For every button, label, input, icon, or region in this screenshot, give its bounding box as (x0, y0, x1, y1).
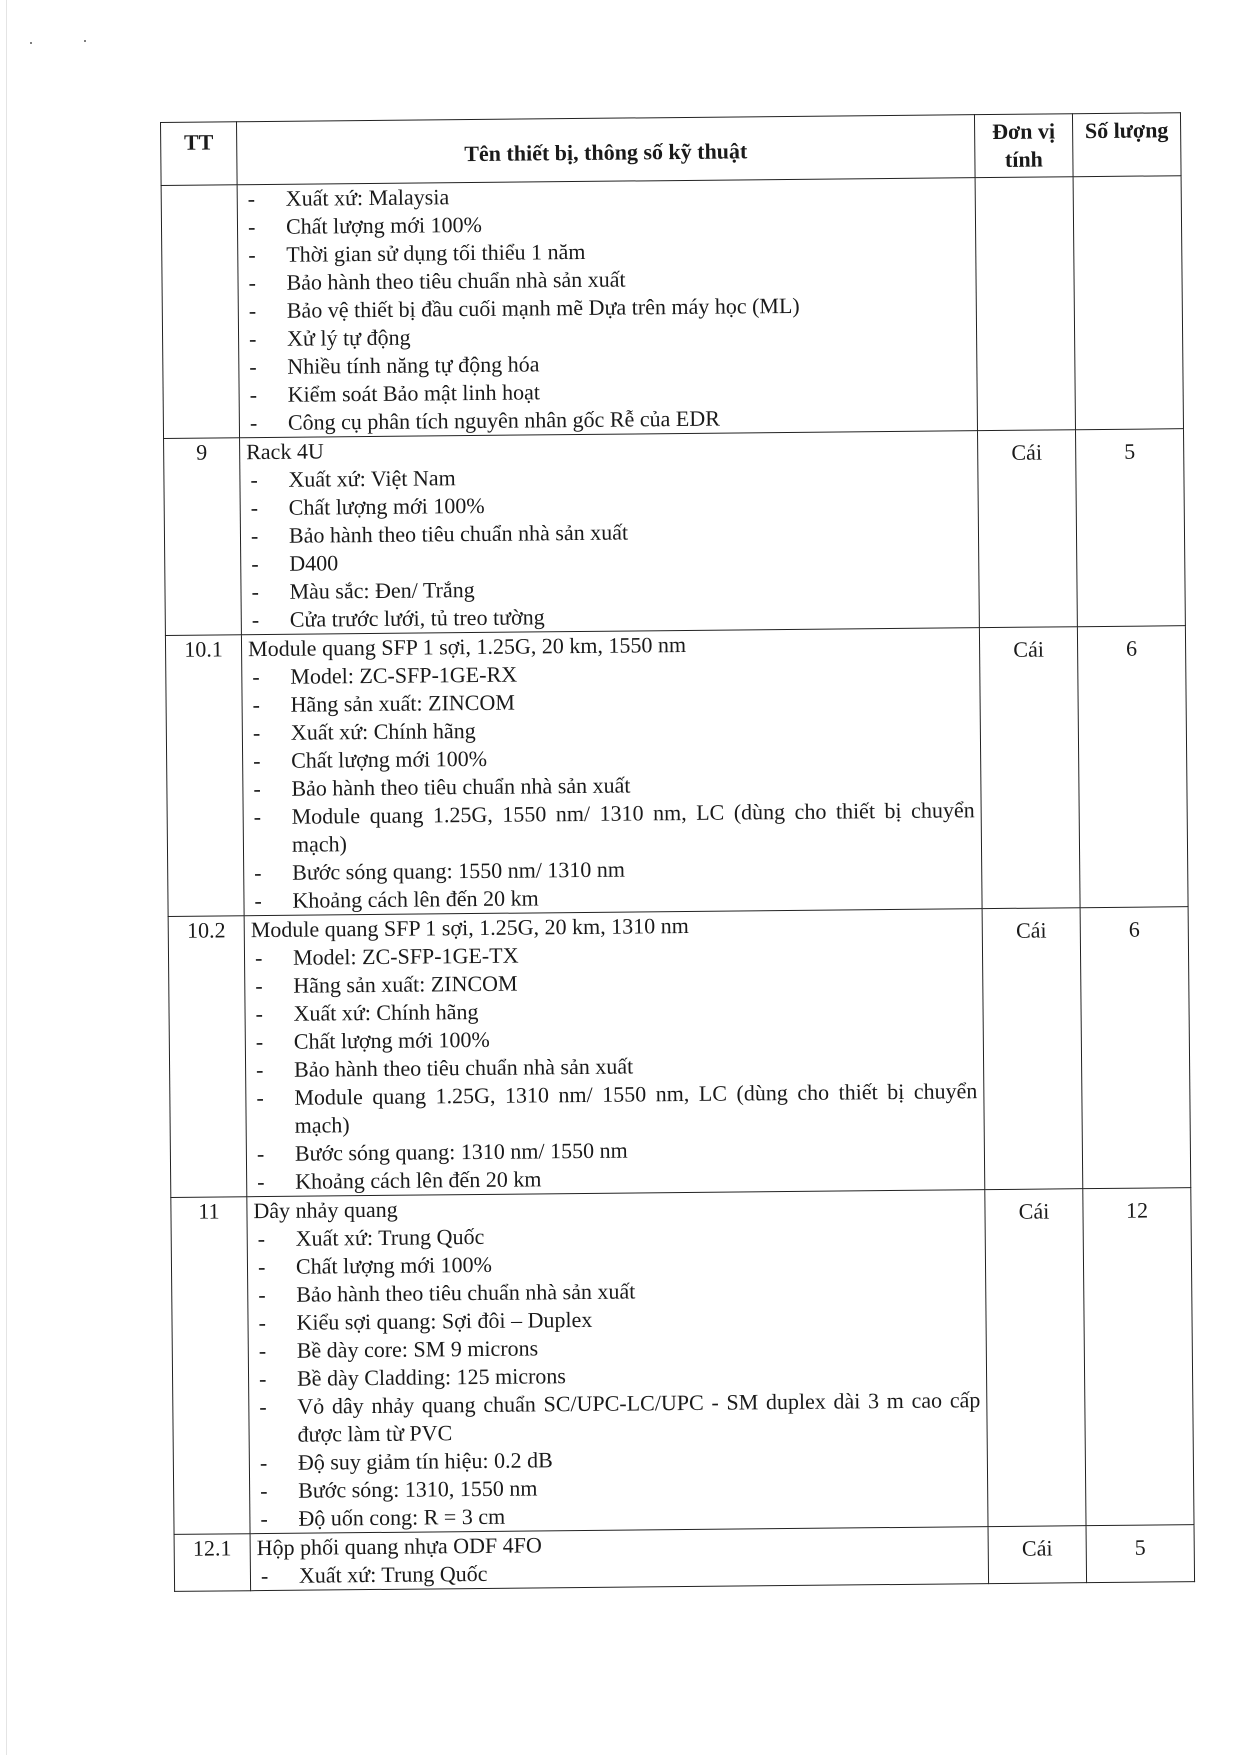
spec-item: - Bước sóng: 1310, 1550 nm (256, 1470, 981, 1505)
spec-item: - Độ uốn cong: R = 3 cm (256, 1498, 981, 1533)
item-title: Dây nhảy quang (253, 1196, 398, 1224)
spec-item: - Khoảng cách lên đến 20 km (250, 880, 975, 915)
row-number: 9 (164, 438, 242, 636)
spec-list (246, 459, 973, 634)
spec-list (254, 1218, 982, 1533)
spec-item: - Bảo hành theo tiêu chuẩn nhà sản xuất (252, 1049, 977, 1084)
spec-item: - Chất lượng mới 100% (254, 1246, 979, 1281)
header-unit: Đơn vị tính (974, 114, 1073, 178)
spec-item: - Bề dày Cladding: 125 microns (255, 1358, 980, 1393)
spec-item: - Cửa trước lưới, tủ treo tường (248, 599, 973, 634)
table-row (168, 907, 1191, 1198)
spec-item: - Xuất xứ: Việt Nam (246, 459, 971, 494)
row-description (247, 1190, 988, 1534)
spec-item: - Bảo vệ thiết bị đầu cuối mạnh mẽ Dựa trên máy học (ML) (245, 290, 970, 325)
spec-item: - Bảo hành theo tiêu chuẩn nhà sản xuất (247, 515, 972, 550)
row-unit: Cái (978, 430, 1078, 628)
spec-item: - Module quang 1.25G, 1310 nm/ 1550 nm, LC (dùng cho thiết bị chuyển mạch) (252, 1077, 978, 1140)
spec-item: - Hãng sản xuất: ZINCOM (248, 684, 973, 719)
spec-item: - Bước sóng quang: 1550 nm/ 1310 nm (250, 852, 975, 887)
spec-item: - Module quang 1.25G, 1550 nm/ 1310 nm, LC (dùng cho thiết bị chuyển mạch) (250, 796, 976, 859)
spec-item: - Bảo hành theo tiêu chuẩn nhà sản xuất (244, 262, 969, 297)
row-unit: Cái (988, 1526, 1087, 1584)
row-description (240, 431, 980, 635)
item-title: Module quang SFP 1 sợi, 1.25G, 20 km, 1550 nm (247, 631, 687, 662)
spec-list (244, 178, 971, 437)
row-quantity: 5 (1075, 429, 1185, 627)
row-description (237, 178, 977, 438)
row-number (161, 185, 239, 439)
row-description (244, 909, 985, 1197)
spec-item: - Xuất xứ: Malaysia (244, 178, 969, 213)
spec-item: - Chất lượng mới 100% (247, 487, 972, 522)
row-unit: Cái (982, 908, 1083, 1190)
table-row (171, 1188, 1194, 1535)
table-row (164, 429, 1186, 636)
scan-edge-line (6, 0, 7, 1755)
spec-item: - Xuất xứ: Chính hãng (249, 712, 974, 747)
header-qty: Số lượng (1072, 113, 1181, 177)
row-unit: Cái (985, 1189, 1086, 1527)
spec-item: - D400 (247, 543, 972, 578)
row-quantity: 12 (1083, 1188, 1194, 1526)
row-quantity (1073, 176, 1183, 430)
spec-item: - Xuất xứ: Trung Quốc (257, 1555, 982, 1590)
spec-item: - Nhiều tính năng tự động hóa (245, 346, 970, 381)
spec-item: - Kiểu sợi quang: Sợi đôi – Duplex (254, 1302, 979, 1337)
scan-speck (30, 42, 32, 44)
spec-item: - Chất lượng mới 100% (244, 206, 969, 241)
spec-list (248, 656, 975, 915)
spec-list (251, 937, 978, 1196)
row-quantity: 6 (1080, 907, 1191, 1189)
spec-item: - Hãng sản xuất: ZINCOM (251, 965, 976, 1000)
header-name: Tên thiết bị, thông số kỹ thuật (237, 115, 976, 185)
item-title: Hộp phối quang nhựa ODF 4FO (256, 1532, 542, 1561)
row-unit (975, 177, 1075, 431)
spec-item: - Thời gian sử dụng tối thiểu 1 năm (244, 234, 969, 269)
spec-item: - Khoảng cách lên đến 20 km (253, 1161, 978, 1196)
spec-item: - Xuất xứ: Chính hãng (251, 993, 976, 1028)
row-quantity: 6 (1077, 626, 1188, 908)
spec-item: - Model: ZC-SFP-1GE-TX (251, 937, 976, 972)
spec-item: - Xuất xứ: Trung Quốc (254, 1218, 979, 1253)
spec-item: - Vỏ dây nhảy quang chuẩn SC/UPC-LC/UPC - SM duplex dài 3 m cao cấp được làm từ PVC (255, 1386, 981, 1449)
spec-item: - Độ suy giảm tín hiệu: 0.2 dB (256, 1442, 981, 1477)
table-row (161, 176, 1183, 439)
spec-item: - Bảo hành theo tiêu chuẩn nhà sản xuất (249, 768, 974, 803)
row-unit: Cái (979, 627, 1080, 909)
spec-item: - Chất lượng mới 100% (249, 740, 974, 775)
table-header-row (161, 113, 1182, 186)
table-row (174, 1525, 1195, 1592)
table-body (161, 176, 1194, 1592)
table-row (165, 626, 1188, 917)
spec-item: - Bề dày core: SM 9 microns (255, 1330, 980, 1365)
spec-item: - Bước sóng quang: 1310 nm/ 1550 nm (253, 1133, 978, 1168)
row-number: 10.1 (165, 635, 244, 917)
spec-item: - Màu sắc: Đen/ Trắng (247, 571, 972, 606)
spec-list (257, 1555, 982, 1590)
spec-item: - Xử lý tự động (245, 318, 970, 353)
row-quantity: 5 (1086, 1525, 1195, 1583)
item-title: Rack 4U (246, 438, 324, 465)
row-description (250, 1527, 989, 1591)
spec-item: - Công cụ phân tích nguyên nhân gốc Rễ của EDR (246, 402, 971, 437)
spec-item: - Model: ZC-SFP-1GE-RX (248, 656, 973, 691)
row-number: 11 (171, 1197, 250, 1535)
scan-speck (84, 40, 86, 42)
spec-item: - Bảo hành theo tiêu chuẩn nhà sản xuất (254, 1274, 979, 1309)
item-title: Module quang SFP 1 sợi, 1.25G, 20 km, 1310 nm (250, 912, 689, 943)
row-number: 10.2 (168, 916, 247, 1198)
row-description (241, 628, 982, 916)
equipment-spec-table (160, 112, 1195, 1592)
header-tt: TT (161, 122, 238, 186)
spec-item: - Chất lượng mới 100% (252, 1021, 977, 1056)
row-number: 12.1 (174, 1534, 251, 1592)
spec-item: - Kiểm soát Bảo mật linh hoạt (245, 374, 970, 409)
